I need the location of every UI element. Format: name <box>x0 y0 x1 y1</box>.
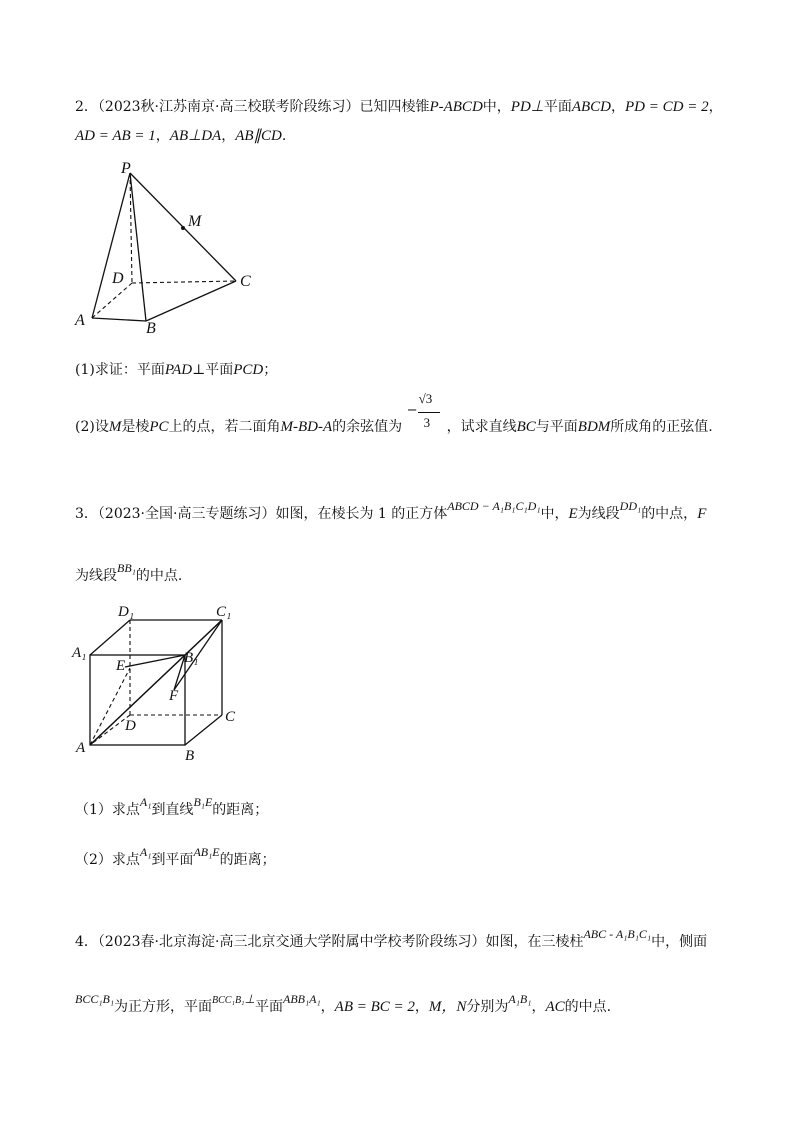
problem-2-question-2 <box>75 391 713 437</box>
statement-text: 平面 <box>543 99 572 115</box>
question-text: 是棱 <box>121 419 150 435</box>
question-text: 上的点，若二面角 <box>168 419 281 435</box>
statement-text: 的中点， <box>641 506 698 522</box>
problem-number: 3． <box>75 506 98 522</box>
label-d: D <box>112 270 124 287</box>
problem-3-statement-line-1 <box>75 499 707 524</box>
statement-text: 为正方形，平面 <box>114 999 213 1015</box>
dihedral-angle: M-BD-A <box>280 419 333 435</box>
ab-parallel-cd: AB∥CD <box>235 128 282 144</box>
statement-text: 中， <box>482 99 511 115</box>
problem-2-statement-line-1 <box>75 97 723 117</box>
point-f-text: F <box>697 506 707 522</box>
plane-bcc1b1: BCC₁B₁ <box>212 995 245 1006</box>
label-f: F <box>169 688 179 704</box>
statement-text: 为线段 <box>75 568 117 584</box>
question-text: ⊥平面 <box>192 362 234 378</box>
question-text: 到平面 <box>151 852 194 868</box>
plane-abcd: ABCD <box>571 99 612 115</box>
face-bcc1b1: BCC₁B₁ <box>75 992 115 1006</box>
plane-bdm: BDM <box>577 419 611 435</box>
pyramid-figure <box>70 155 270 340</box>
question-text: 到直线 <box>151 802 194 818</box>
question-text: (2)设 <box>75 419 109 435</box>
prism-name: ABC - A₁B₁C₁ <box>583 927 652 941</box>
plane-ab1e: AB₁E <box>193 845 220 859</box>
cosine-value-fraction <box>406 391 447 431</box>
statement-text: 的中点. <box>135 568 183 584</box>
plane-abb1a1: ABB₁A₁ <box>282 992 321 1006</box>
label-m: M <box>188 213 202 230</box>
statement-text: ， <box>611 99 626 115</box>
problem-source: （2023·全国·高三专题练习） <box>97 506 276 522</box>
edge-pc: PC <box>149 419 169 435</box>
statement-text: ， <box>708 99 723 115</box>
line-b1e: B₁E <box>193 795 213 809</box>
problem-2-question-1 <box>75 360 277 380</box>
question-text: 与平面 <box>535 419 578 435</box>
question-text: 的距离； <box>212 802 269 818</box>
problem-number: 4． <box>75 934 98 950</box>
statement-text: 中， <box>540 506 569 522</box>
ad-eq-ab: AD = AB = 1 <box>75 128 156 144</box>
statement-text: ， <box>531 999 546 1015</box>
label-a: A <box>75 312 85 329</box>
problem-3-question-1 <box>75 795 269 820</box>
ab-perp-da: AB⊥DA <box>169 128 222 144</box>
statement-text: 的中点. <box>564 999 612 1015</box>
perpendicular-symbol: ⊥ <box>244 992 255 1006</box>
point-a1: A₁ <box>139 795 152 809</box>
statement-text: 为线段 <box>577 506 620 522</box>
statement-text: ， <box>414 999 429 1015</box>
statement-text: 如图，在棱长为 1 的正方体 <box>275 506 448 522</box>
label-c1: C₁ <box>216 604 232 620</box>
label-e: E <box>116 658 126 674</box>
segment-dd1: DD₁ <box>619 499 642 513</box>
segment-a1b1: A₁B₁ <box>508 992 532 1006</box>
question-text: 所成角的正弦值. <box>610 419 713 435</box>
pyramid-name: P-ABCD <box>429 99 483 115</box>
label-c: C <box>240 273 251 290</box>
statement-text: 中，侧面 <box>651 934 708 950</box>
question-text: 的余弦值为 <box>332 419 403 435</box>
statement-text: ， <box>155 128 170 144</box>
label-d: D <box>125 718 136 734</box>
question-text: (1)求证：平面 <box>75 362 165 378</box>
fraction-numerator: √3 <box>418 391 433 406</box>
cube-figure <box>70 600 250 765</box>
cube-name: ABCD − A₁B₁C₁D₁ <box>447 499 541 513</box>
statement-text: 如图，在三棱柱 <box>485 934 584 950</box>
question-text: ，试求直线 <box>446 419 517 435</box>
plane-pad: PAD <box>164 362 193 378</box>
problem-3-question-2 <box>75 845 276 870</box>
problem-number: 2． <box>75 99 98 115</box>
label-p: P <box>121 160 131 177</box>
question-text: （1）求点 <box>75 802 140 818</box>
question-text: （2）求点 <box>75 852 140 868</box>
statement-text: 已知四棱锥 <box>359 99 430 115</box>
fraction-sign: − <box>406 403 418 418</box>
point-m <box>181 226 185 230</box>
label-d1: D₁ <box>118 604 135 620</box>
point-m-text: M <box>108 419 122 435</box>
question-text: ； <box>263 362 278 378</box>
problem-source: （2023秋·江苏南京·高三校联考阶段练习） <box>97 99 360 115</box>
plane-pcd: PCD <box>233 362 264 378</box>
segment-bb1: BB₁ <box>117 561 136 575</box>
statement-text: . <box>281 128 287 144</box>
label-c: C <box>225 709 236 725</box>
point-a1: A₁ <box>139 845 152 859</box>
problem-source: （2023春·北京海淀·高三北京交通大学附属中学校考阶段练习） <box>97 934 486 950</box>
problem-2-statement-line-2 <box>75 126 286 146</box>
statement-text: 平面 <box>254 999 283 1015</box>
problem-4-statement-line-1 <box>75 927 708 952</box>
segment-ac: AC <box>545 999 565 1015</box>
label-b: B <box>185 748 195 764</box>
label-a1: A₁ <box>72 645 87 661</box>
ab-eq-bc: AB = BC = 2 <box>334 999 415 1015</box>
question-text: 的距离； <box>219 852 276 868</box>
pd-perp: PD⊥ <box>510 99 544 115</box>
pd-eq-cd: PD = CD = 2 <box>625 99 709 115</box>
problem-3-statement-line-2 <box>75 561 183 586</box>
statement-text: ， <box>221 128 236 144</box>
points-m-n: M，N <box>428 999 467 1015</box>
point-e-text: E <box>568 506 578 522</box>
problem-4-statement-line-2 <box>75 992 612 1019</box>
label-b1: B₁ <box>184 650 199 666</box>
statement-text: 分别为 <box>466 999 509 1015</box>
label-b: B <box>146 320 156 337</box>
label-a: A <box>76 740 86 756</box>
fraction-denominator: 3 <box>423 415 431 430</box>
line-bc: BC <box>516 419 536 435</box>
statement-text: ， <box>320 999 335 1015</box>
